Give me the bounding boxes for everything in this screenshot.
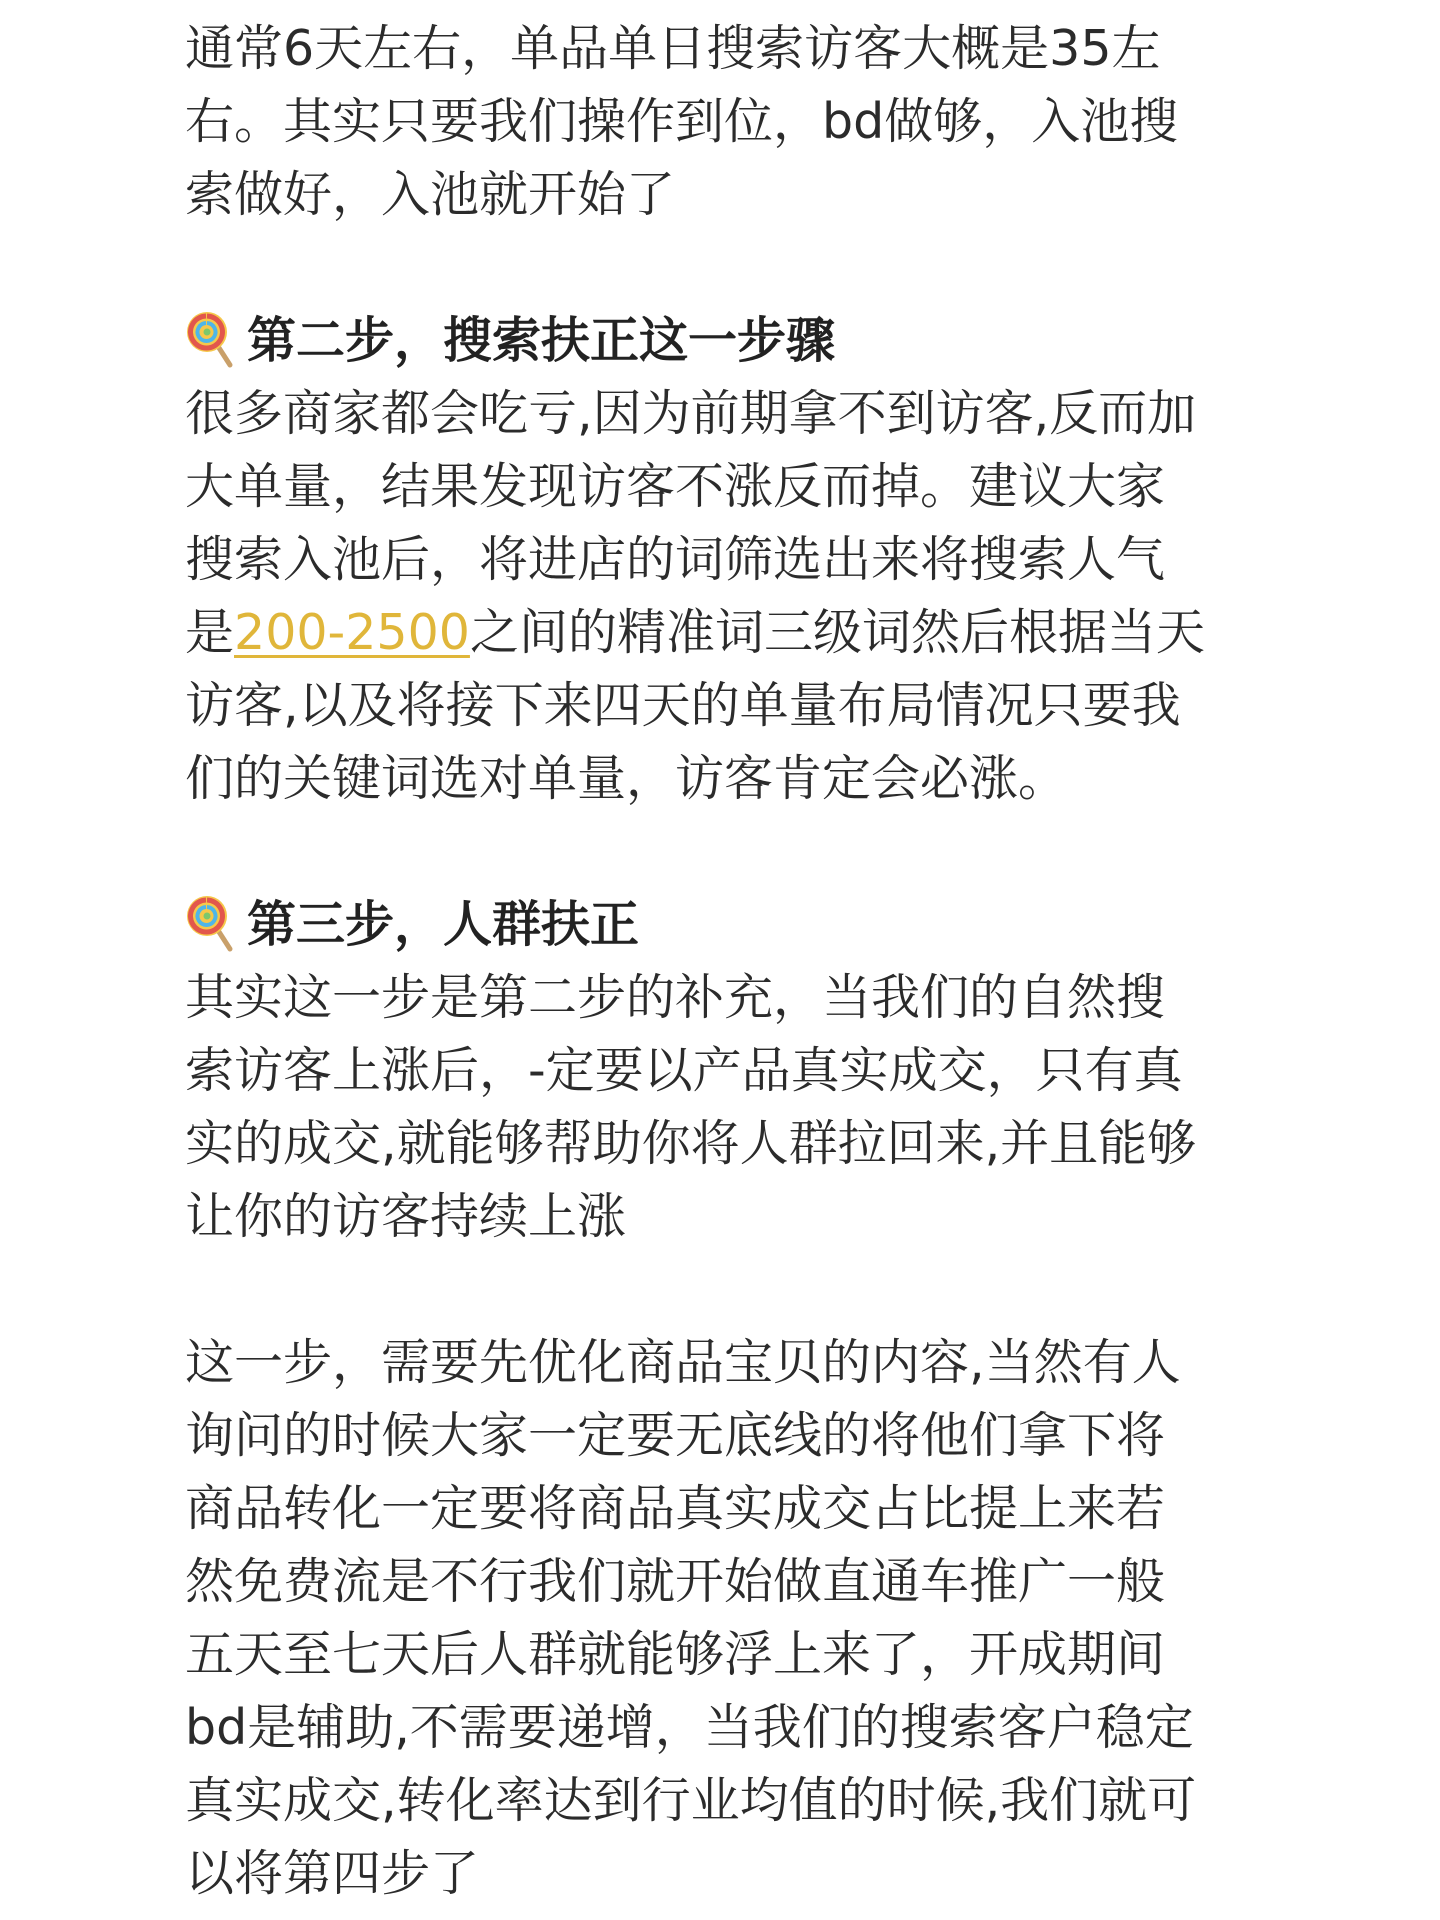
lollipop-icon: [185, 304, 241, 377]
text-line: 很多商家都会吃亏,因为前期拿不到访客,反而加: [185, 385, 1197, 442]
text-line: 实的成交,就能够帮助你将人群拉回来,并且能够: [185, 1115, 1197, 1172]
text-line: 其实这一步是第二步的补充，当我们的自然搜: [185, 969, 1166, 1026]
text-fragment: 之间的精准词三级词然后根据当天: [469, 604, 1205, 661]
spacer: [185, 1253, 1285, 1326]
highlighted-range: 200-2500: [234, 604, 470, 661]
text-line: [185, 596, 1285, 669]
text-line: 索访客上涨后，-定要以产品真实成交，只有真: [185, 1042, 1183, 1099]
step2-heading-text: 第二步，搜索扶正这一步骤: [247, 312, 836, 369]
text-line: bd是辅助,不需要递增，当我们的搜索客户稳定: [185, 1699, 1194, 1756]
text-line: 大单量，结果发现访客不涨反而掉。建议大家: [185, 458, 1166, 515]
text-line: 右。其实只要我们操作到位，bd做够，入池搜: [185, 93, 1179, 150]
text-line: 搜索入池后，将进店的词筛选出来将搜索人气: [185, 531, 1166, 588]
closing-paragraph: [185, 1326, 1285, 1910]
text-line: 们的关键词选对单量，访客肯定会必涨。: [185, 750, 1068, 807]
spacer: [185, 815, 1285, 888]
text-line: 让你的访客持续上涨: [185, 1188, 627, 1245]
text-line: 这一步，需要先优化商品宝贝的内容,当然有人: [185, 1334, 1181, 1391]
article-body: [185, 12, 1285, 1910]
text-line: 真实成交,转化率达到行业均值的时候,我们就可: [185, 1772, 1197, 1829]
lollipop-icon: [185, 888, 241, 961]
text-line: 然免费流是不行我们就开始做直通车推广一般: [185, 1553, 1166, 1610]
text-line: 商品转化一定要将商品真实成交占比提上来若: [185, 1480, 1166, 1537]
step2-paragraph: [185, 377, 1285, 815]
step3-heading: [185, 888, 1285, 961]
text-line: 索做好，入池就开始了: [185, 166, 676, 223]
text-line: 五天至七天后人群就能够浮上来了，开成期间: [185, 1626, 1166, 1683]
text-line: 以将第四步了: [185, 1845, 480, 1902]
step3-paragraph: [185, 961, 1285, 1253]
text-line: 访客,以及将接下来四天的单量布局情况只要我: [185, 677, 1181, 734]
step2-heading: [185, 304, 1285, 377]
step3-heading-text: 第三步，人群扶正: [247, 896, 640, 953]
text-fragment: 是: [185, 604, 235, 661]
text-line: 通常6天左右，单品单日搜索访客大概是35左: [185, 20, 1161, 77]
text-line: 询问的时候大家一定要无底线的将他们拿下将: [185, 1407, 1166, 1464]
intro-paragraph: [185, 12, 1285, 231]
spacer: [185, 231, 1285, 304]
